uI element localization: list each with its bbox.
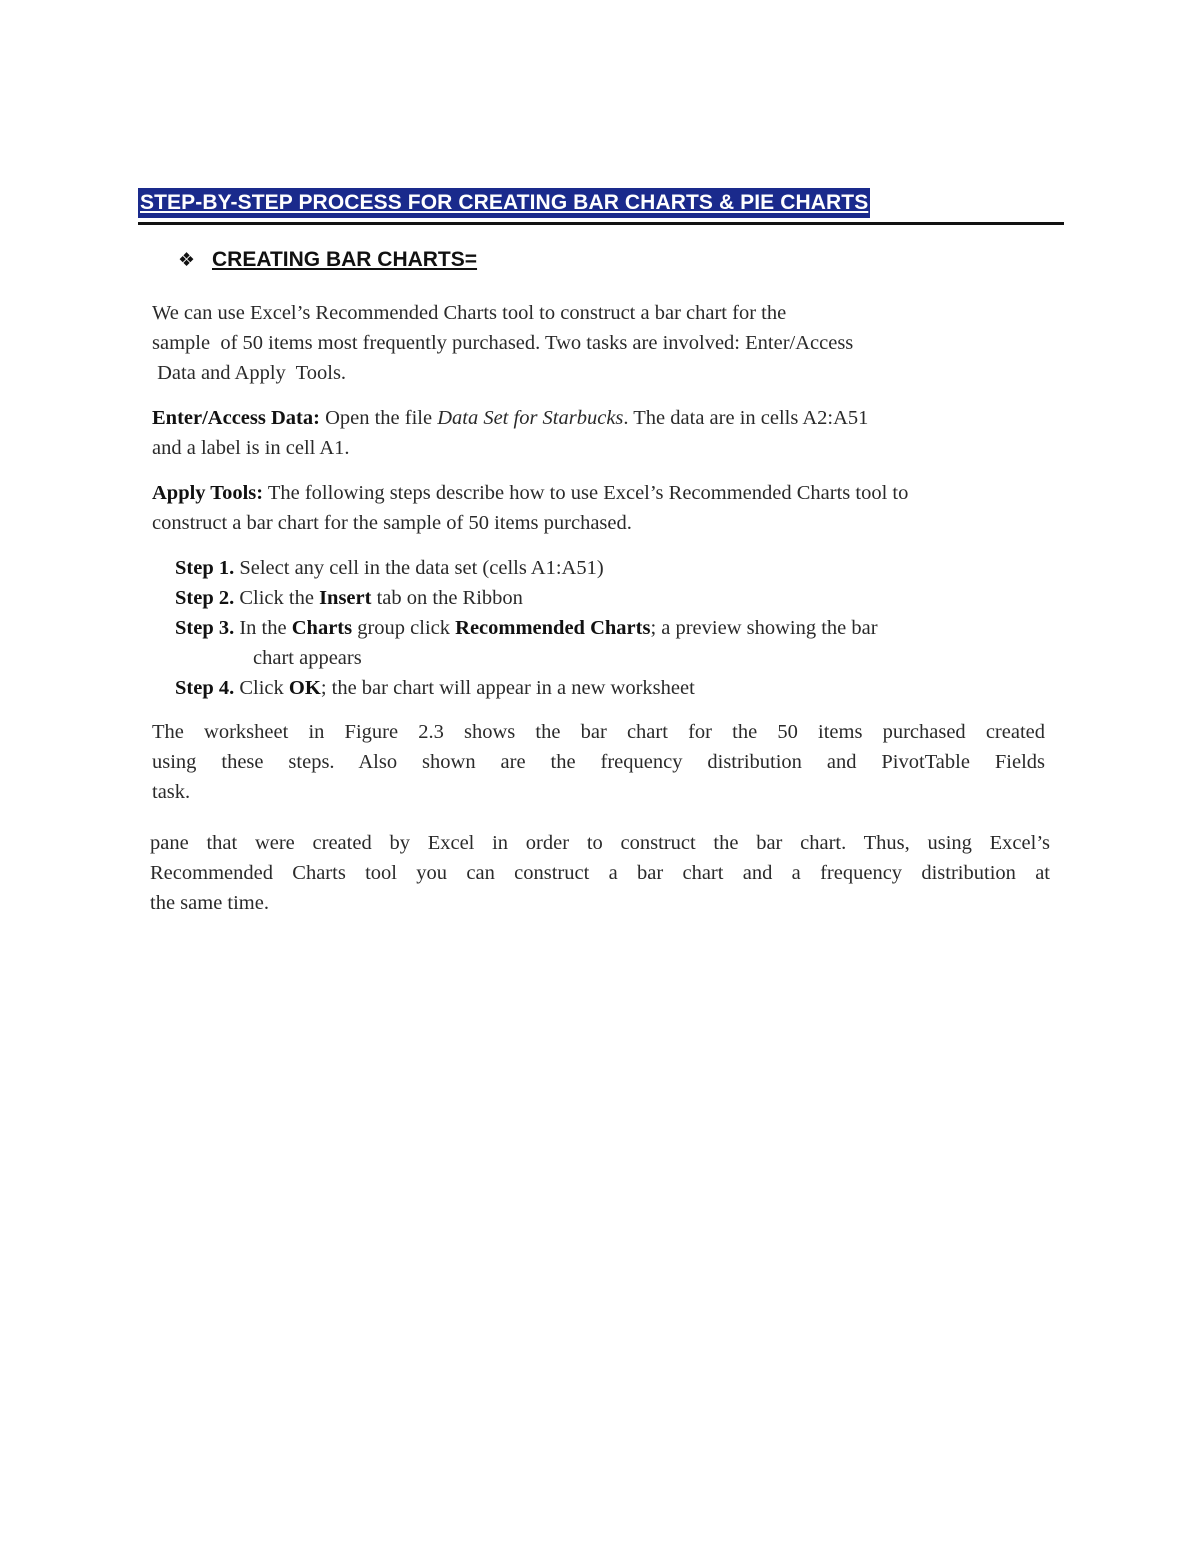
section-heading-label: CREATING BAR CHARTS= [212, 248, 478, 271]
figure-paragraph-line: using these steps. Also shown are the frequency distribution and PivotTable Fields [152, 751, 1045, 773]
closing-paragraph-line: pane that were created by Excel in order to construct the bar chart. Thus, using Excel’s [150, 832, 1050, 854]
title-divider [138, 222, 1064, 225]
file-name: Data Set for Starbucks [437, 407, 624, 429]
step-text: group click [352, 617, 456, 639]
enter-access-line [152, 403, 868, 433]
intro-line: sample of 50 items most frequently purchased. Two tasks are involved: Enter/Access [152, 332, 854, 354]
step-keyword: Insert [319, 587, 372, 609]
enter-access-text: . The data are in cells A2:A51 [623, 407, 869, 429]
intro-line: Data and Apply Tools. [152, 362, 347, 384]
step-text: In the [234, 617, 292, 639]
enter-access-line: and a label is in cell A1. [152, 437, 350, 459]
step-item [175, 613, 878, 643]
apply-tools-label: Apply Tools: [152, 482, 264, 504]
enter-access-paragraph [152, 403, 868, 463]
enter-access-label: Enter/Access Data: [152, 407, 320, 429]
step-text: Click the [234, 587, 320, 609]
step-text: ; a preview showing the bar [650, 617, 878, 639]
step-item [175, 553, 878, 583]
step-continuation: chart appears [253, 647, 362, 669]
apply-tools-text: The following steps describe how to use Excel’s Recommended Charts tool to [263, 482, 909, 504]
closing-paragraph [150, 828, 1050, 918]
step-label: Step 4. [175, 677, 235, 699]
figure-paragraph [152, 717, 1045, 807]
step-label: Step 2. [175, 587, 235, 609]
step-item [175, 583, 878, 613]
step-keyword: OK [288, 677, 321, 699]
figure-paragraph-line: The worksheet in Figure 2.3 shows the bar chart for the 50 items purchased created [152, 721, 1045, 743]
step-text: Click [234, 677, 289, 699]
page-title: STEP-BY-STEP PROCESS FOR CREATING BAR CHARTS & PIE CHARTS [138, 188, 870, 218]
step-item [175, 673, 878, 703]
apply-tools-line [152, 478, 908, 508]
step-keyword: Recommended Charts [455, 617, 651, 639]
step-label: Step 1. [175, 557, 235, 579]
intro-paragraph [152, 298, 853, 388]
step-text: ; the bar chart will appear in a new worksheet [320, 677, 695, 699]
apply-tools-paragraph [152, 478, 908, 538]
step-keyword: Charts [291, 617, 353, 639]
closing-paragraph-line: the same time. [150, 892, 269, 914]
step-label: Step 3. [175, 617, 235, 639]
diamond-bullet-icon: ❖ [178, 250, 196, 271]
steps-list [175, 553, 878, 703]
step-text: Select any cell in the data set (cells A1:A51) [234, 557, 604, 579]
intro-line: We can use Excel’s Recommended Charts tool to construct a bar chart for the [152, 302, 787, 324]
figure-paragraph-line: task. [152, 781, 191, 803]
closing-paragraph-line: Recommended Charts tool you can construct a bar chart and a frequency distribution at [150, 862, 1050, 884]
step-text: tab on the Ribbon [371, 587, 523, 609]
apply-tools-line: construct a bar chart for the sample of 50 items purchased. [152, 512, 632, 534]
enter-access-text: Open the file [319, 407, 438, 429]
section-heading [178, 246, 477, 275]
